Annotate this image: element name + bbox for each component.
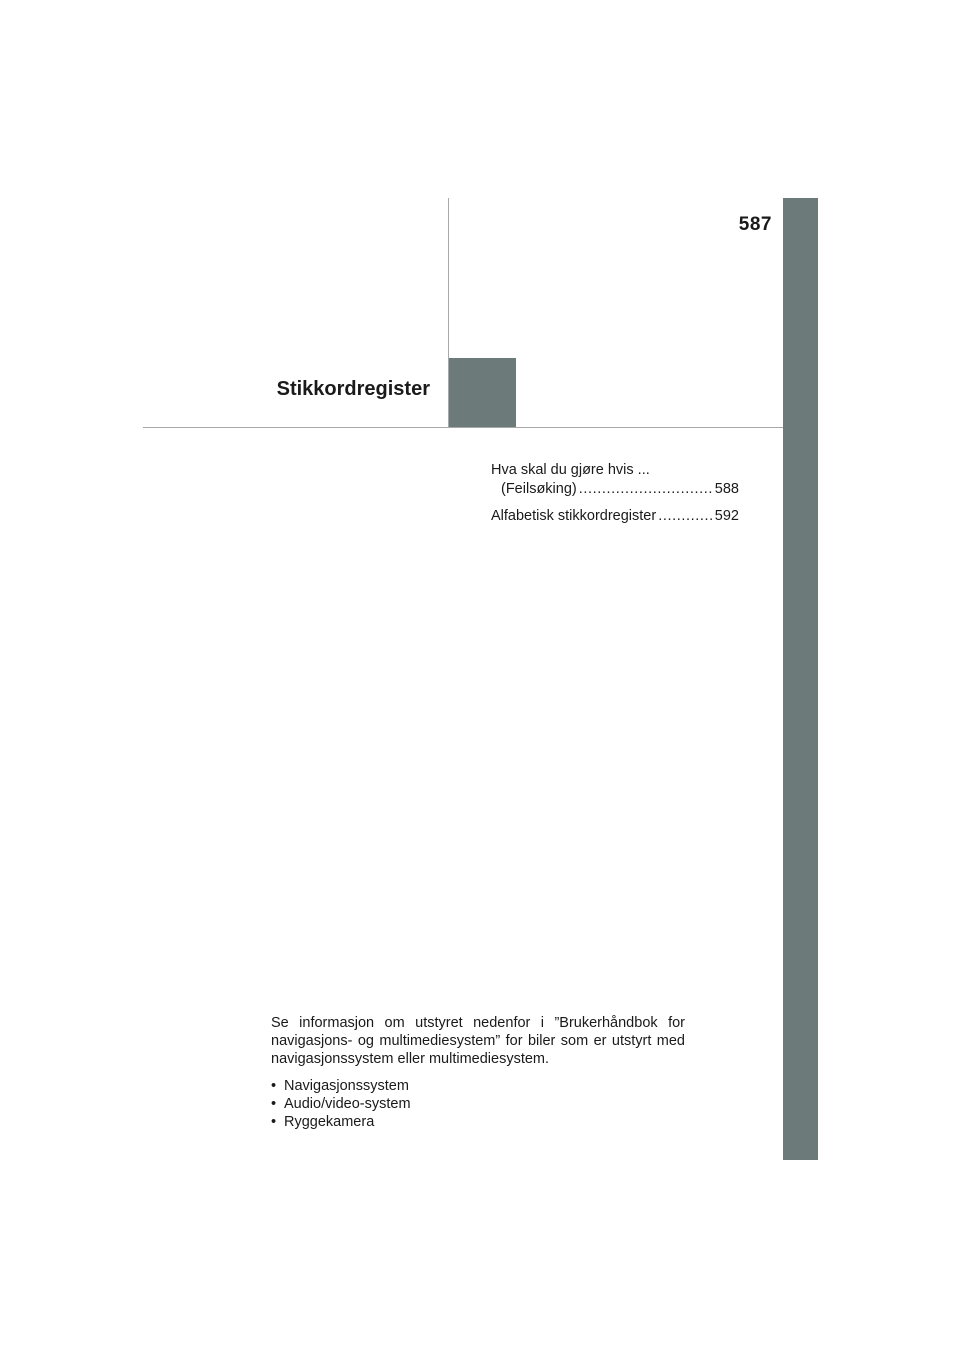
list-item: [271, 1095, 685, 1113]
toc-leader-dots: [658, 507, 713, 526]
list-item-text: Navigasjonssystem: [284, 1078, 409, 1094]
toc-leader-dots: [579, 480, 713, 499]
toc-entry-label: Alfabetisk stikkordregister: [491, 508, 657, 524]
toc-entry-label: Hva skal du gjøre hvis ...: [491, 462, 650, 478]
toc-entry-label-continued: (Feilsøking): [501, 481, 577, 497]
toc-entry-alphabetical-index[interactable]: [491, 507, 739, 526]
bullet-icon: •: [271, 1096, 277, 1112]
toc-entry-page: 592: [714, 508, 739, 524]
list-item: [271, 1113, 685, 1131]
toc-entry-troubleshooting[interactable]: [491, 461, 739, 499]
navigation-note: [271, 1014, 685, 1131]
bullet-icon: •: [271, 1114, 277, 1130]
toc-entry-page: 588: [714, 481, 739, 497]
chapter-side-tab: [783, 198, 818, 1160]
table-of-contents: [491, 461, 739, 534]
bullet-icon: •: [271, 1078, 277, 1094]
list-item-text: Audio/video-system: [284, 1096, 411, 1112]
page-number: 587: [738, 214, 772, 235]
note-text: Se informasjon om utstyret nedenfor i ”Brukerhåndbok for navigasjons- og multimediesystem” for biler som er utstyrt med navigasjonssystem eller multimediesystem.: [271, 1015, 685, 1067]
section-title: Stikkordregister: [276, 378, 430, 400]
equipment-list: [271, 1077, 685, 1131]
list-item: [271, 1077, 685, 1095]
section-marker-block: [449, 358, 516, 427]
list-item-text: Ryggekamera: [284, 1114, 375, 1130]
header-divider: [143, 427, 783, 428]
